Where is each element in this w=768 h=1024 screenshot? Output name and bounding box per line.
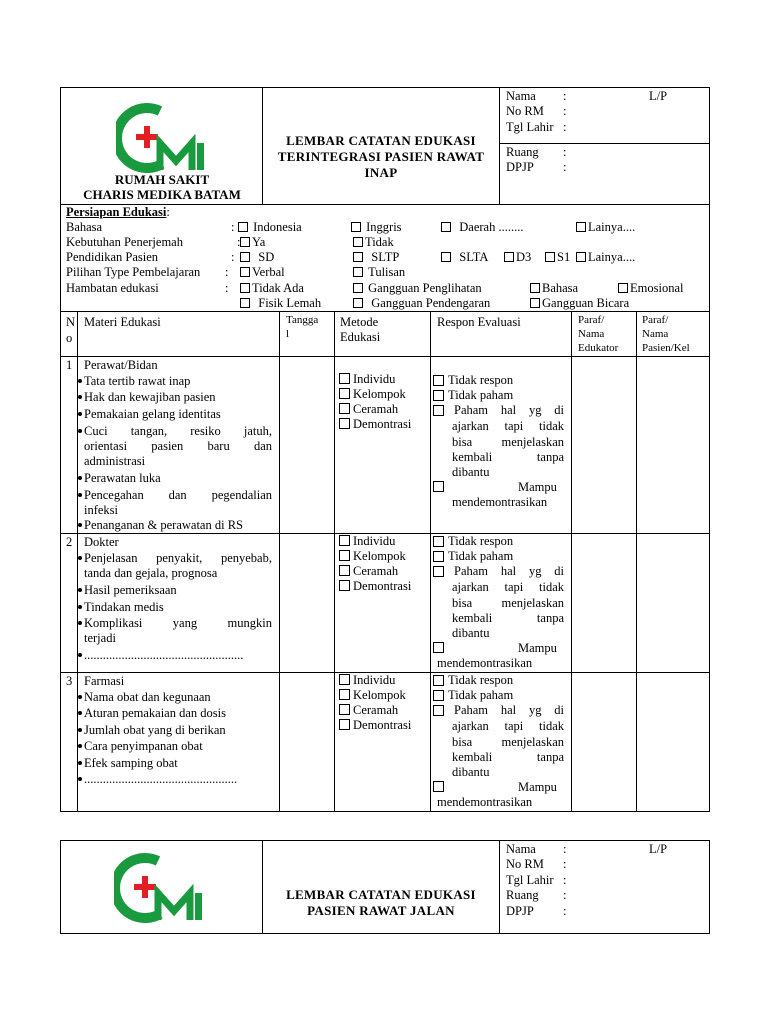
header-metode-line2: Edukasi xyxy=(340,330,381,344)
pendidikan-sd-option[interactable] xyxy=(240,250,274,264)
norm-label: No RM xyxy=(506,104,544,118)
persiapan-title-colon: : xyxy=(166,205,170,219)
list-item: ................................................... xyxy=(84,648,244,662)
metode-individu-label: Individu xyxy=(353,534,396,548)
checkbox[interactable] xyxy=(240,237,250,247)
pilihan-verbal-option[interactable] xyxy=(240,265,285,279)
nama-label: Nama xyxy=(506,89,536,103)
hambatan-label: Hambatan edukasi xyxy=(66,281,159,295)
nama-colon: : xyxy=(563,89,567,103)
metode-ceramah-checkbox[interactable] xyxy=(339,403,350,414)
respon-paham-line1: Paham hal yg di xyxy=(454,564,564,578)
bullet-icon xyxy=(78,744,82,748)
form-title-line3: INAP xyxy=(364,165,398,180)
option-label: S1 xyxy=(557,250,571,264)
option-label: Tidak xyxy=(365,235,394,249)
bullet-icon xyxy=(78,588,82,592)
header-divider xyxy=(499,87,500,204)
header-paraf-pasien-line2: Nama xyxy=(642,328,669,340)
hambatan-fisik-lemah-option[interactable] xyxy=(240,296,321,310)
checkbox[interactable] xyxy=(240,267,250,277)
respon-tidak-paham-checkbox[interactable] xyxy=(433,390,444,401)
section-title: Perawat/Bidan xyxy=(84,358,158,372)
metode-kelompok-checkbox[interactable] xyxy=(339,388,350,399)
respon-paham-line3: bisa menjelaskan xyxy=(452,596,564,610)
metode-kelompok-label: Kelompok xyxy=(353,688,406,702)
hambatan-tidak-ada-option[interactable] xyxy=(240,281,304,295)
respon-paham-line2: ajarkan tapi tidak xyxy=(452,419,564,433)
option-label: Fisik Lemah xyxy=(258,296,322,310)
option-label: Lainya.... xyxy=(588,250,636,264)
border-right xyxy=(709,87,710,811)
table-line xyxy=(279,311,280,811)
header-paraf-edukator-line2: Nama xyxy=(578,328,605,340)
kebutuhan-colon: : xyxy=(237,235,241,249)
option-label: Verbal xyxy=(252,265,285,279)
hospital-logo xyxy=(116,101,212,173)
option-label: Daerah ........ xyxy=(459,220,524,234)
hospital-name-line2: CHARIS MEDIKA BATAM xyxy=(83,187,241,202)
checkbox[interactable] xyxy=(240,298,250,308)
border-top xyxy=(60,840,709,841)
respon-paham-line5: dibantu xyxy=(452,765,490,779)
metode-kelompok-checkbox[interactable] xyxy=(339,550,350,561)
list-item: Pemakaian gelang identitas xyxy=(84,407,221,421)
form-title-line1: LEMBAR CATATAN EDUKASI xyxy=(286,887,476,902)
hambatan-bicara-option[interactable] xyxy=(530,296,629,310)
hambatan-colon: : xyxy=(225,281,229,295)
checkbox[interactable] xyxy=(576,252,586,262)
respon-mampu-checkbox[interactable] xyxy=(433,642,444,653)
hospital-name-line1: RUMAH SAKIT xyxy=(114,172,210,187)
checkbox[interactable] xyxy=(530,283,540,293)
bullet-icon xyxy=(78,395,82,399)
pilihan-label: Pilihan Type Pembelajaran xyxy=(66,265,201,279)
respon-tidak-paham-label: Tidak paham xyxy=(448,388,514,402)
header-divider xyxy=(499,143,709,144)
respon-tidak-paham-label: Tidak paham xyxy=(448,688,514,702)
respon-mampu-line2: mendemontrasikan xyxy=(437,795,533,809)
header-no-line1: N xyxy=(66,315,76,329)
table-line xyxy=(60,356,709,357)
header-paraf-edukator-line1: Paraf/ xyxy=(578,314,605,326)
border-bottom xyxy=(60,933,710,934)
metode-kelompok-label: Kelompok xyxy=(353,549,406,563)
ruang-colon: : xyxy=(563,145,567,159)
nama-colon: : xyxy=(563,842,567,856)
bahasa-inggris-option[interactable] xyxy=(351,220,402,234)
list-item: Efek samping obat xyxy=(84,756,178,770)
checkbox[interactable] xyxy=(353,283,363,293)
pendidikan-d3-option[interactable] xyxy=(504,250,531,264)
header-respon: Respon Evaluasi xyxy=(437,315,521,329)
tgl-lahir-colon: : xyxy=(563,120,567,134)
header-no-line2: o xyxy=(66,331,73,345)
respon-tidak-respon-label: Tidak respon xyxy=(448,534,514,548)
pilihan-tulisan-option[interactable] xyxy=(353,265,405,279)
section-number: 1 xyxy=(66,358,73,372)
bullet-icon xyxy=(78,493,82,497)
section-title: Dokter xyxy=(84,535,119,549)
checkbox[interactable] xyxy=(240,252,250,262)
list-item: Cuci tangan, resiko jatuh, xyxy=(84,424,272,438)
respon-mampu-line1: Mampu xyxy=(518,780,557,794)
checkbox[interactable] xyxy=(530,298,540,308)
list-item-continued: infeksi xyxy=(84,503,119,517)
nama-label: Nama xyxy=(506,842,536,856)
respon-paham-checkbox[interactable] xyxy=(433,566,444,577)
section-title: Farmasi xyxy=(84,674,125,688)
bahasa-label: Bahasa xyxy=(66,220,103,234)
respon-tidak-respon-checkbox[interactable] xyxy=(433,375,444,386)
bullet-icon xyxy=(78,429,82,433)
section-number: 3 xyxy=(66,674,73,688)
bullet-icon xyxy=(78,653,82,657)
option-label: Indonesia xyxy=(253,220,302,234)
bahasa-daerah-option[interactable] xyxy=(441,220,523,234)
respon-paham-line1: Paham hal yg di xyxy=(454,403,564,417)
bullet-icon xyxy=(78,605,82,609)
persiapan-title xyxy=(66,205,170,219)
option-label: Emosional xyxy=(630,281,684,295)
checkbox[interactable] xyxy=(238,222,248,232)
metode-individu-checkbox[interactable] xyxy=(339,373,350,384)
bahasa-colon: : xyxy=(231,220,235,234)
form-title-line2: PASIEN RAWAT JALAN xyxy=(307,903,455,918)
pendidikan-colon: : xyxy=(231,250,235,264)
list-item: Tindakan medis xyxy=(84,600,164,614)
checkbox[interactable] xyxy=(504,252,514,262)
list-item: Penjelasan penyakit, penyebab, xyxy=(84,551,272,565)
checkbox[interactable] xyxy=(618,283,628,293)
table-line xyxy=(334,311,335,811)
hambatan-penglihatan-option[interactable] xyxy=(353,281,482,295)
table-line xyxy=(430,311,431,811)
kebutuhan-ya-option[interactable] xyxy=(240,235,265,249)
metode-ceramah-label: Ceramah xyxy=(353,564,399,578)
option-label: Tulisan xyxy=(368,265,406,279)
header-paraf-edukator-line3: Edukator xyxy=(578,342,619,354)
metode-ceramah-checkbox[interactable] xyxy=(339,565,350,576)
respon-tidak-respon-label: Tidak respon xyxy=(448,373,514,387)
metode-ceramah-label: Ceramah xyxy=(353,703,399,717)
respon-paham-line2: ajarkan tapi tidak xyxy=(452,719,564,733)
metode-demontrasi-label: Demontrasi xyxy=(353,579,412,593)
dpjp-label: DPJP xyxy=(506,160,534,174)
respon-tidak-respon-label: Tidak respon xyxy=(448,673,514,687)
bullet-icon xyxy=(78,695,82,699)
respon-paham-line5: dibantu xyxy=(452,626,490,640)
respon-mampu-line2: mendemontrasikan xyxy=(452,495,548,509)
table-line xyxy=(60,311,709,312)
bullet-icon xyxy=(78,523,82,527)
option-label: Ya xyxy=(252,235,266,249)
metode-kelompok-checkbox[interactable] xyxy=(339,689,350,700)
list-item: Tata tertib rawat inap xyxy=(84,374,191,388)
checkbox[interactable] xyxy=(353,237,363,247)
hospital-logo xyxy=(114,851,210,923)
bullet-icon xyxy=(78,412,82,416)
bullet-icon xyxy=(78,761,82,765)
kebutuhan-label: Kebutuhan Penerjemah xyxy=(66,235,183,249)
header-paraf-pasien-line1: Paraf/ xyxy=(642,314,669,326)
checkbox[interactable] xyxy=(353,267,363,277)
metode-individu-checkbox[interactable] xyxy=(339,535,350,546)
border-left xyxy=(60,87,61,811)
list-item: Hak dan kewajiban pasien xyxy=(84,390,216,404)
pendidikan-lainya-option[interactable] xyxy=(576,250,635,264)
option-label: D3 xyxy=(516,250,532,264)
option-label: Gangguan Penglihatan xyxy=(368,281,482,295)
bullet-icon xyxy=(78,379,82,383)
tgl-lahir-colon: : xyxy=(563,873,567,887)
respon-paham-line4: kembali tanpa xyxy=(452,450,564,464)
lp-label: L/P xyxy=(649,842,668,856)
checkbox[interactable] xyxy=(351,222,361,232)
kebutuhan-tidak-option[interactable] xyxy=(353,235,394,249)
list-item-continued: terjadi xyxy=(84,631,116,645)
option-label: SLTP xyxy=(371,250,400,264)
metode-kelompok-label: Kelompok xyxy=(353,387,406,401)
metode-ceramah-checkbox[interactable] xyxy=(339,704,350,715)
ruang-colon: : xyxy=(563,888,567,902)
metode-individu-label: Individu xyxy=(353,372,396,386)
metode-demontrasi-checkbox[interactable] xyxy=(339,580,350,591)
table-line xyxy=(636,311,637,811)
header-tanggal-line2: l xyxy=(286,328,290,340)
pendidikan-sltp-option[interactable] xyxy=(353,250,399,264)
metode-ceramah-label: Ceramah xyxy=(353,402,399,416)
border-right xyxy=(709,840,710,933)
pendidikan-slta-option[interactable] xyxy=(441,250,488,264)
respon-paham-line5: dibantu xyxy=(452,465,490,479)
option-label: Gangguan Bicara xyxy=(542,296,630,310)
ruang-label: Ruang xyxy=(506,145,539,159)
lp-label: L/P xyxy=(649,89,668,103)
respon-mampu-checkbox[interactable] xyxy=(433,481,444,492)
bullet-icon xyxy=(78,621,82,625)
option-label: Inggris xyxy=(366,220,402,234)
bullet-icon xyxy=(78,711,82,715)
header-tanggal-line1: Tangga xyxy=(286,314,319,326)
option-label: Bahasa xyxy=(542,281,579,295)
dpjp-colon: : xyxy=(563,904,567,918)
ruang-label: Ruang xyxy=(506,888,539,902)
persiapan-title-text: Persiapan Edukasi xyxy=(66,205,167,219)
tgl-lahir-label: Tgl Lahir xyxy=(506,120,554,134)
border-top xyxy=(60,87,709,88)
respon-mampu-line1: Mampu xyxy=(518,641,557,655)
checkbox[interactable] xyxy=(441,222,451,232)
checkbox[interactable] xyxy=(353,298,363,308)
metode-demontrasi-checkbox[interactable] xyxy=(339,418,350,429)
option-label: Tidak Ada xyxy=(252,281,304,295)
bahasa-indonesia-option[interactable] xyxy=(238,220,302,234)
checkbox[interactable] xyxy=(441,252,451,262)
bullet-icon xyxy=(78,556,82,560)
option-label: SD xyxy=(258,250,275,264)
respon-paham-line2: ajarkan tapi tidak xyxy=(452,580,564,594)
list-item: Pencegahan dan pegendalian xyxy=(84,488,272,502)
respon-tidak-respon-checkbox[interactable] xyxy=(433,536,444,547)
option-label: Gangguan Pendengaran xyxy=(371,296,491,310)
list-item: Jumlah obat yang di berikan xyxy=(84,723,226,737)
metode-demontrasi-label: Demontrasi xyxy=(353,417,412,431)
bahasa-lainya-option[interactable] xyxy=(576,220,635,234)
tgl-lahir-label: Tgl Lahir xyxy=(506,873,554,887)
respon-mampu-checkbox[interactable] xyxy=(433,781,444,792)
bullet-icon xyxy=(78,777,82,781)
norm-label: No RM xyxy=(506,857,544,871)
respon-mampu-line1: Mampu xyxy=(518,480,557,494)
respon-tidak-paham-checkbox[interactable] xyxy=(433,690,444,701)
border-bottom xyxy=(60,811,710,812)
list-item: ................................................. xyxy=(84,772,238,786)
form-title-line2: TERINTEGRASI PASIEN RAWAT xyxy=(277,149,485,164)
list-item: Hasil pemeriksaan xyxy=(84,583,177,597)
list-item: Cara penyimpanan obat xyxy=(84,739,203,753)
dpjp-colon: : xyxy=(563,160,567,174)
pendidikan-s1-option[interactable] xyxy=(545,250,570,264)
respon-mampu-line2: mendemontrasikan xyxy=(437,656,533,670)
checkbox[interactable] xyxy=(353,252,363,262)
metode-individu-checkbox[interactable] xyxy=(339,674,350,685)
header-materi: Materi Edukasi xyxy=(84,315,161,329)
respon-paham-line3: bisa menjelaskan xyxy=(452,435,564,449)
list-item: Perawatan luka xyxy=(84,471,161,485)
list-item: Nama obat dan kegunaan xyxy=(84,690,211,704)
list-item-continued: orientasi pasien baru dan xyxy=(84,439,272,453)
list-item: Penanganan & perawatan di RS xyxy=(84,518,243,532)
norm-colon: : xyxy=(563,857,567,871)
respon-paham-line4: kembali tanpa xyxy=(452,750,564,764)
respon-paham-checkbox[interactable] xyxy=(433,405,444,416)
pendidikan-label: Pendidikan Pasien xyxy=(66,250,159,264)
option-label: SLTA xyxy=(459,250,489,264)
hambatan-pendengaran-option[interactable] xyxy=(353,296,490,310)
metode-individu-label: Individu xyxy=(353,673,396,687)
form-title-line1: LEMBAR CATATAN EDUKASI xyxy=(286,133,476,148)
section-number: 2 xyxy=(66,535,73,549)
respon-tidak-respon-checkbox[interactable] xyxy=(433,675,444,686)
norm-colon: : xyxy=(563,104,567,118)
bullet-icon xyxy=(78,476,82,480)
respon-paham-checkbox[interactable] xyxy=(433,705,444,716)
metode-demontrasi-label: Demontrasi xyxy=(353,718,412,732)
list-item: Aturan pemakaian dan dosis xyxy=(84,706,226,720)
hambatan-bahasa-option[interactable] xyxy=(530,281,578,295)
border-left xyxy=(60,840,61,933)
hambatan-emosional-option[interactable] xyxy=(618,281,683,295)
dpjp-label: DPJP xyxy=(506,904,534,918)
list-item: Komplikasi yang mungkin xyxy=(84,616,272,630)
metode-demontrasi-checkbox[interactable] xyxy=(339,719,350,730)
respon-tidak-paham-label: Tidak paham xyxy=(448,549,514,563)
header-paraf-pasien-line3: Pasien/Kel xyxy=(642,342,690,354)
checkbox[interactable] xyxy=(240,283,250,293)
list-item-continued: tanda dan gejala, prognosa xyxy=(84,566,218,580)
respon-tidak-paham-checkbox[interactable] xyxy=(433,551,444,562)
table-line xyxy=(571,311,572,811)
list-item-continued: administrasi xyxy=(84,454,146,468)
header-metode-line1: Metode xyxy=(340,315,379,329)
respon-paham-line3: bisa menjelaskan xyxy=(452,735,564,749)
header-divider xyxy=(499,840,500,933)
respon-paham-line4: kembali tanpa xyxy=(452,611,564,625)
respon-paham-line1: Paham hal yg di xyxy=(454,703,564,717)
checkbox[interactable] xyxy=(545,252,555,262)
table-line xyxy=(77,311,78,811)
pilihan-colon: : xyxy=(225,265,229,279)
bullet-icon xyxy=(78,728,82,732)
checkbox[interactable] xyxy=(576,222,586,232)
option-label: Lainya.... xyxy=(588,220,636,234)
